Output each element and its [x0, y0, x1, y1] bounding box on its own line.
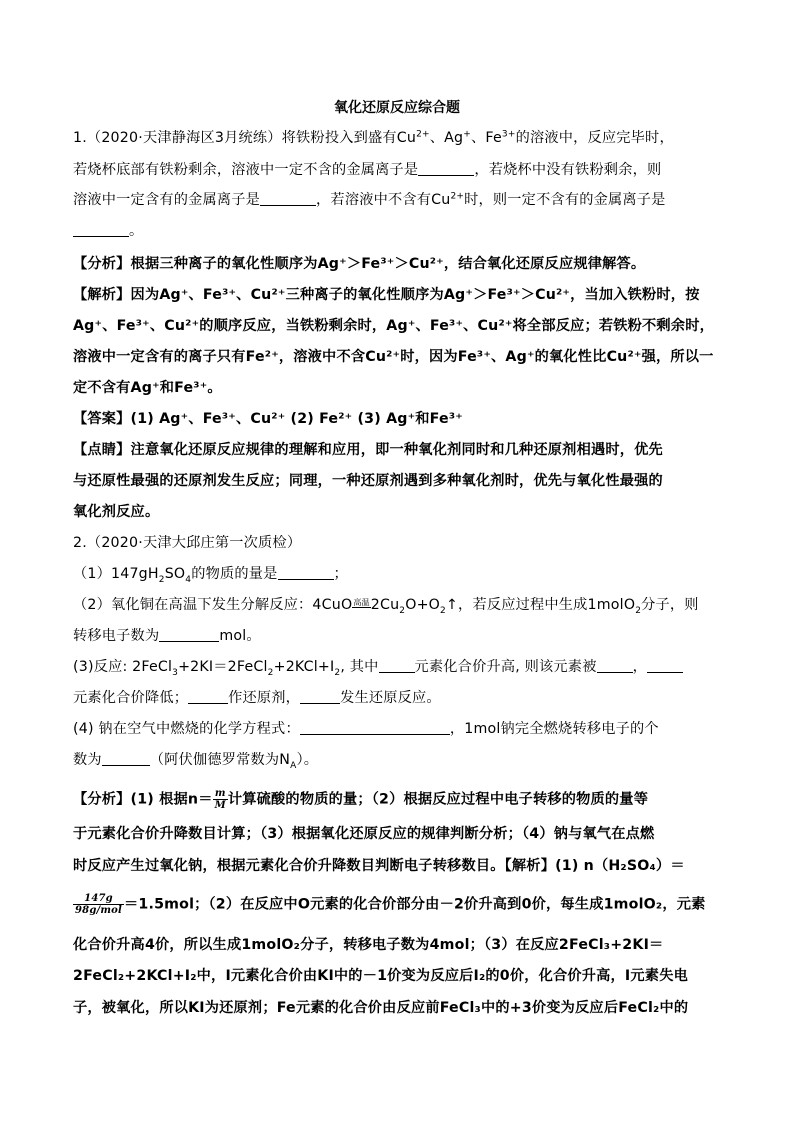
answer-blank: [159, 627, 219, 642]
q1-line-3: 溶液中一定含有的金属离子是 ，若溶液中不含有$Cu^{2+}$时，则一定不含有的金属离子是: [73, 191, 666, 208]
answer-blank: [647, 658, 683, 673]
formula-fraction: $\frac{m}{M}$: [214, 788, 226, 811]
q2-part-2-cont: 转移电子数为 mol。: [73, 628, 261, 644]
answer-1: 【答案】(1) Ag⁺、Fe³⁺、Cu²⁺ (2) Fe²⁺ (3) Ag⁺和Fe³⁺: [73, 411, 463, 427]
analysis-2-line-4: $\frac{147g}{\text{98g/mol}}$ ＝1.5mol；（2）在反应中O元素的化合价部分由－2价升高到0价，每生成1molO₂，元素: [75, 893, 706, 916]
note-1-line-2: 与还原性最强的还原剂发生反应；同理，一种还原剂遇到多种氧化剂时，优先与氧化性最强的: [73, 473, 663, 489]
reaction-condition: 高温: [353, 598, 370, 607]
analysis-2-line-2: 于元素化合价升降数目计算；（3）根据氧化还原反应的规律判断分析；（4）钠与氧气在点燃: [73, 826, 655, 842]
answer-blank: [379, 658, 415, 673]
answer-blank: [418, 161, 474, 176]
page-title: 氧化还原反应综合题: [334, 100, 460, 116]
q2-part-4: (4) 钠在空气中燃烧的化学方程式： ，1mol钠完全燃烧转移电子的个: [73, 721, 659, 737]
q2-part-3: (3)反应: $2FeCl_3+2KI=2FeCl_2+2KCl+I_2$, 其中 元素化合价升高, 则该元素被 ，: [73, 657, 683, 677]
calc-fraction: $\frac{147g}{\text{98g/mol}}$: [75, 893, 123, 916]
q2-part-4-cont: 数为 （阿伏伽德罗常数为$N_A$）。: [73, 752, 319, 771]
explain-1-line-2: Ag⁺、Fe³⁺、Cu²⁺的顺序反应，当铁粉剩余时，Ag⁺、Fe³⁺、Cu²⁺将全部反应；若铁粉不剩余时，: [73, 318, 714, 334]
analysis-2-line-5: 化合价升高4价，所以生成1molO₂分子，转移电子数为4mol；（3）在反应2FeCl₃+2KI＝: [73, 937, 664, 953]
answer-blank: [188, 689, 228, 704]
answer-blank: [73, 222, 129, 237]
analysis-2-line-7: 子，被氧化，所以KI为还原剂；Fe元素的化合价由反应前FeCl₃中的+3价变为反应后FeCl₂中的: [73, 1000, 689, 1016]
explain-1-line-4: 定不含有Ag⁺和Fe³⁺。: [73, 380, 222, 396]
note-1-line-3: 氧化剂反应。: [73, 504, 160, 520]
answer-blank: [597, 658, 633, 673]
explain-1-line-3: 溶液中一定含有的离子只有Fe²⁺，溶液中不含Cu²⁺时，因为Fe³⁺、Ag⁺的氧化性比Cu²⁺强，所以一: [73, 349, 714, 365]
note-1-line-1: 【点睛】注意氧化还原反应规律的理解和应用，即一种氧化剂同时和几种还原剂相遇时，优先: [73, 442, 663, 458]
explain-1-line-1: 【解析】因为Ag⁺、Fe³⁺、Cu²⁺三种离子的氧化性顺序为Ag⁺＞Fe³⁺＞Cu²⁺，当加入铁粉时，按: [73, 287, 700, 303]
analysis-2-line-1: 【分析】(1) 根据n＝ $\frac{m}{M}$ 计算硫酸的物质的量；（2）根据反应过程中电子转移的物质的量等: [73, 788, 649, 811]
answer-blank: [278, 565, 334, 580]
analysis-2-line-6: 2FeCl₂+2KCl+I₂中，I元素化合价由KI中的－1价变为反应后I₂的0价，化合价升高，I元素失电: [73, 968, 688, 984]
analysis-1: 【分析】根据三种离子的氧化性顺序为Ag⁺＞Fe³⁺＞Cu²⁺，结合氧化还原反应规律解答。: [73, 256, 646, 272]
answer-blank: [260, 191, 316, 206]
q2-heading: 2.（2020·天津大邱庄第一次质检）: [73, 535, 302, 551]
answer-blank: [300, 689, 340, 704]
q1-line-4: 。: [73, 221, 143, 241]
q1-line-1: 1.（2020·天津静海区3月统练）将铁粉投入到盛有$Cu^{2+}$、Ag+、$Fe^{3+}$的溶液中，反应完毕时，: [73, 129, 674, 146]
answer-blank: [300, 720, 450, 735]
q1-line-2: 若烧杯底部有铁粉剩余，溶液中一定不含的金属离子是 ，若烧杯中没有铁粉剩余，则: [73, 162, 662, 178]
analysis-2-line-3: 时反应产生过氧化钠，根据元素化合价升降数目判断电子转移数目。【解析】(1) n（H₂SO₄）＝: [73, 858, 685, 874]
answer-blank: [102, 751, 150, 766]
q2-part-3-cont: 元素化合价降低； 作还原剂， 发生还原反应。: [73, 690, 441, 706]
q2-part-2: （2）氧化铜在高温下发生分解反应：4CuO高温$2Cu_2O+O_2↑$，若反应过程中生成1molO$_2$分子，则: [73, 597, 699, 616]
q2-part-1: $(1)147gH_2SO_4$的物质的量是 ；: [73, 566, 348, 585]
